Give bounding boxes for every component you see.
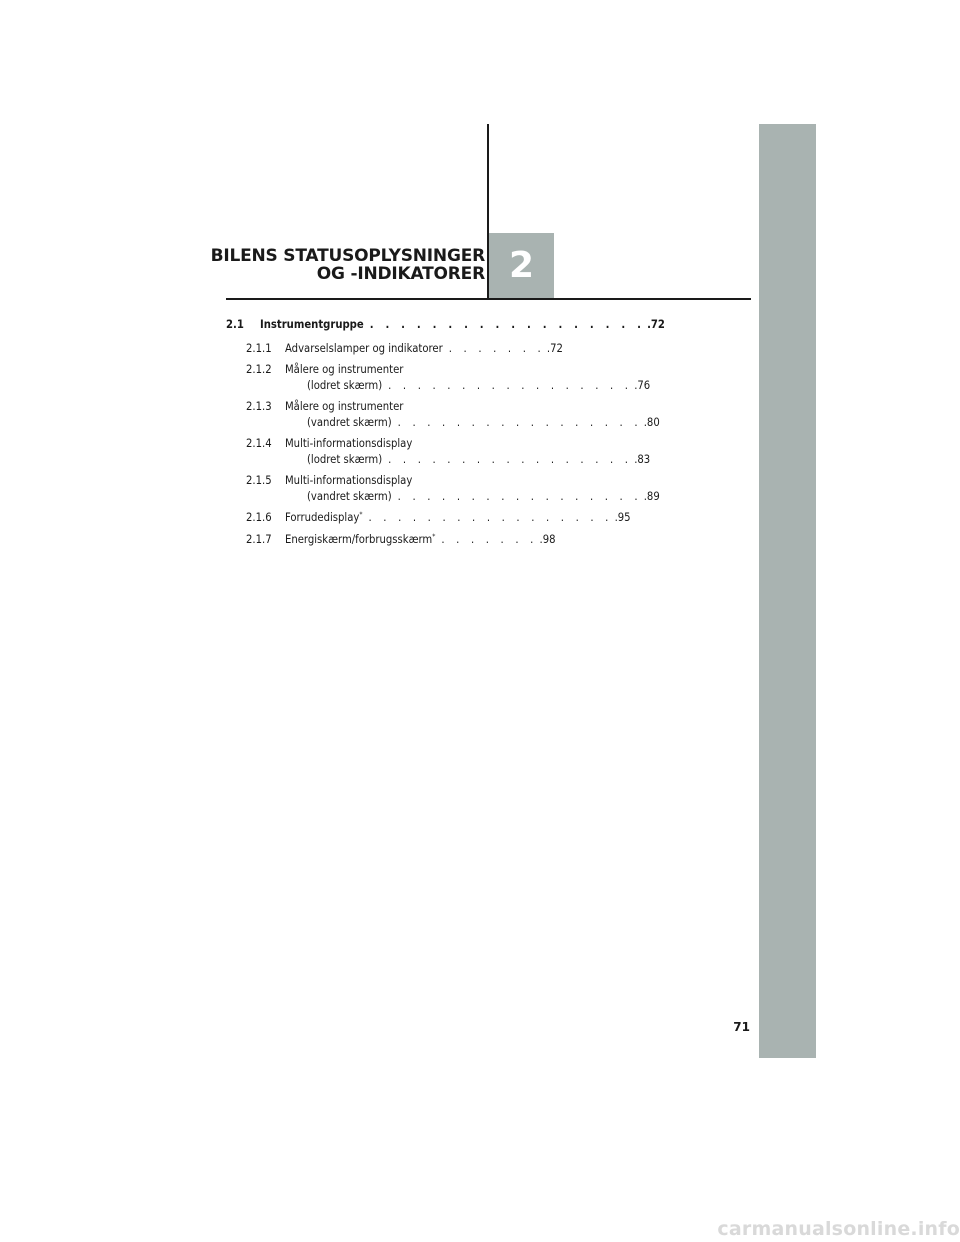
toc-entry-2-1-2[interactable] <box>226 362 651 393</box>
toc-entry-title: Forrudedisplay* <box>285 510 363 524</box>
toc-leader-dots: . . . . . . . . . . . . . . . . . <box>397 489 642 503</box>
toc-entry-page: .72 <box>546 341 563 355</box>
header-horizontal-rule <box>226 298 751 300</box>
toc-entry-subtitle: (lodret skærm) <box>307 378 383 392</box>
toc-entry-title: Advarselslamper og indikatorer <box>285 341 443 355</box>
watermark: carmanualsonline.info <box>717 1218 960 1240</box>
footnote-asterisk: * <box>359 510 363 519</box>
toc-leader-dots: . . . . . . . . . . . . . . . . . <box>368 511 613 524</box>
toc-leader-dots: . . . . . . . <box>441 532 538 546</box>
toc-entry-number: 2.1.7 <box>246 532 272 546</box>
toc-entry-number: 2.1.5 <box>246 474 272 487</box>
toc-entry-2-1-1[interactable] <box>226 341 563 357</box>
toc-entry-subtitle: (vandret skærm) <box>307 489 392 503</box>
toc-entry-title: Energiskærm/forbrugsskærm* <box>285 531 436 546</box>
toc-leader-dots: . . . . . . . . . . . . . . . . . <box>397 415 642 429</box>
chapter-title <box>185 247 485 283</box>
chapter-number-box <box>489 233 554 298</box>
toc-entry-page: .76 <box>634 378 651 392</box>
toc-entry-number: 2.1.4 <box>246 437 272 450</box>
toc-entry-2-1-6[interactable] <box>226 510 631 526</box>
toc-entry-number: 2.1.6 <box>246 511 272 524</box>
toc-entry-2-1-7[interactable] <box>226 531 556 548</box>
toc-entry-subtitle: (lodret skærm) <box>307 452 383 466</box>
toc-entry-page: .72 <box>647 318 665 331</box>
toc-entry-page: .95 <box>614 511 631 524</box>
toc-entry-number: 2.1.1 <box>246 341 272 355</box>
toc-leader-dots: . . . . . . . . . . . . . . . . . . <box>369 318 646 331</box>
page-number: 71 <box>733 1020 750 1034</box>
toc-entry-number: 2.1.2 <box>246 363 272 376</box>
toc-entry-number: 2.1 <box>226 318 244 331</box>
toc-entry-title: Instrumentgruppe <box>260 318 364 331</box>
toc-entry-title: Målere og instrumenter <box>285 363 404 376</box>
chapter-title-line1: BILENS STATUSOPLYSNINGER <box>210 246 485 266</box>
toc-entry-page: .89 <box>643 489 660 503</box>
toc-entry-page: .80 <box>643 415 660 429</box>
table-of-contents <box>226 317 665 553</box>
toc-entry-number: 2.1.3 <box>246 400 272 413</box>
toc-entry-subtitle: (vandret skærm) <box>307 415 392 429</box>
toc-leader-dots: . . . . . . . <box>448 341 545 355</box>
chapter-side-tab <box>759 124 816 1058</box>
toc-entry-page: .98 <box>539 532 556 546</box>
chapter-number: 2 <box>508 245 535 286</box>
toc-leader-dots: . . . . . . . . . . . . . . . . . <box>388 378 633 392</box>
chapter-title-line2: OG -INDIKATORER <box>316 264 485 284</box>
toc-entry-title: Målere og instrumenter <box>285 400 404 413</box>
toc-entry-title: Multi-informationsdisplay <box>285 474 413 487</box>
toc-leader-dots: . . . . . . . . . . . . . . . . . <box>388 452 633 466</box>
footnote-asterisk: * <box>432 531 436 540</box>
toc-entry-title: Multi-informationsdisplay <box>285 437 413 450</box>
toc-entry-2-1-4[interactable] <box>226 436 651 467</box>
toc-entry-main[interactable] <box>226 317 665 333</box>
toc-entry-page: .83 <box>634 452 651 466</box>
toc-entry-2-1-5[interactable] <box>226 473 660 504</box>
toc-entry-2-1-3[interactable] <box>226 399 660 430</box>
